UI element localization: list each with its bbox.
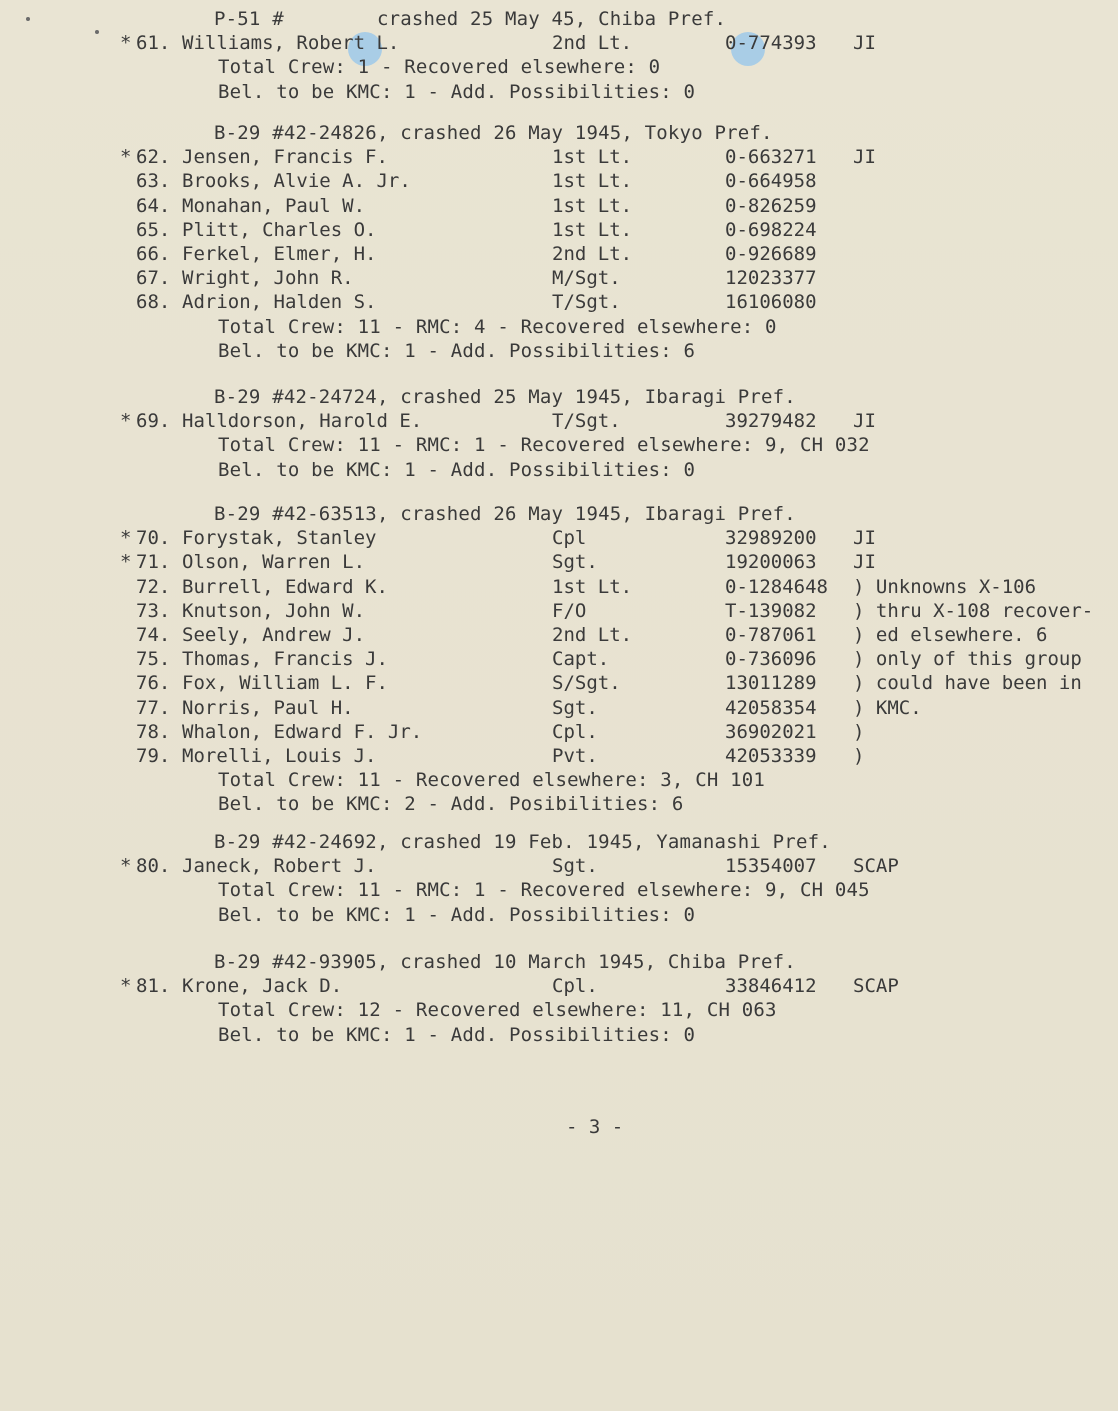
serial-number: 33846412 [725,975,817,998]
status-note: JI [853,32,876,55]
crew-rank: 2nd Lt. [552,32,633,55]
crew-rank: Cpl [552,527,587,550]
serial-number: 0-698224 [725,218,817,241]
total-crew-line: Total Crew: 11 - RMC: 1 - Recovered elsewhere: 9, CH 032 [218,434,870,457]
crew-rank: 2nd Lt. [552,624,633,646]
kmc-line: Bel. to be KMC: 1 - Add. Possibilities: 0 [218,458,696,481]
kmc-line: Bel. to be KMC: 1 - Add. Possibilities: 6 [218,339,696,362]
total-crew-line: Total Crew: 12 - Recovered elsewhere: 11, CH 063 [218,999,777,1022]
crew-rank: S/Sgt. [552,672,621,695]
crew-name: Seely, Andrew J. [182,624,366,646]
crash-header: B-29 #42-63513, crashed 26 May 1945, Ibaragi Pref. [214,503,796,525]
crew-name: Forystak, Stanley [182,527,377,550]
row-number: 72. [136,575,171,598]
status-note: JI [853,551,876,574]
speck [95,30,99,34]
kmc-marker: * [120,32,132,55]
crash-header: B-29 #42-24692, crashed 19 Feb. 1945, Yamanashi Pref. [214,831,831,853]
row-number: 73. [136,599,171,622]
crew-rank: 1st Lt. [552,170,633,193]
row-number: 81. [136,975,171,998]
kmc-marker: * [120,146,132,169]
crew-name: Brooks, Alvie A. Jr. [182,170,411,193]
serial-number: 0-826259 [725,194,817,217]
crew-rank: 1st Lt. [552,146,633,169]
serial-number: 39279482 [725,410,817,433]
serial-number: 0-774393 [725,32,817,55]
crash-header: B-29 #42-93905, crashed 10 March 1945, Chiba Pref. [214,951,796,973]
crew-name: Adrion, Halden S. [182,291,377,314]
row-number: 79. [136,745,171,767]
crash-header: B-29 #42-24826, crashed 26 May 1945, Tokyo Pref. [214,122,773,144]
crew-rank: Cpl. [552,975,598,998]
status-note: ) could have been in [853,672,1082,695]
status-note: ) [853,720,865,743]
crew-name: Jensen, Francis F. [182,146,388,169]
crew-name: Wright, John R. [182,267,354,290]
crew-rank: Pvt. [552,745,598,767]
crew-name: Halldorson, Harold E. [182,410,423,433]
serial-number: 0-736096 [725,648,817,671]
status-note: JI [853,146,876,169]
crew-name: Thomas, Francis J. [182,648,388,671]
crew-rank: Sgt. [552,855,598,878]
status-note: SCAP [853,855,899,878]
crew-name: Morelli, Louis J. [182,745,377,767]
serial-number: 0-1284648 [725,575,828,598]
crew-name: Ferkel, Elmer, H. [182,243,377,265]
crash-header: P-51 # crashed 25 May 45, Chiba Pref. [214,8,727,30]
serial-number: 0-663271 [725,146,817,169]
serial-number: 42058354 [725,696,817,719]
serial-number: 42053339 [725,745,817,767]
row-number: 76. [136,672,171,695]
crew-rank: Capt. [552,648,610,671]
status-note: ) KMC. [853,696,922,719]
serial-number: 15354007 [725,855,817,878]
crew-rank: 1st Lt. [552,575,633,598]
row-number: 65. [136,218,171,241]
total-crew-line: Total Crew: 1 - Recovered elsewhere: 0 [218,56,661,79]
crew-name: Whalon, Edward F. Jr. [182,720,423,743]
total-crew-line: Total Crew: 11 - RMC: 1 - Recovered elsewhere: 9, CH 045 [218,879,870,902]
serial-number: 16106080 [725,291,817,314]
crew-rank: Sgt. [552,696,598,719]
status-note: SCAP [853,975,899,998]
status-note: ) ed elsewhere. 6 [853,624,1048,646]
status-note: JI [853,410,876,433]
crew-rank: Cpl. [552,720,598,743]
row-number: 67. [136,267,171,290]
row-number: 77. [136,696,171,719]
crew-name: Williams, Robert L. [182,32,400,55]
status-note: ) [853,745,865,767]
crew-rank: M/Sgt. [552,267,621,290]
row-number: 69. [136,410,171,433]
status-note: ) Unknowns X-106 [853,575,1037,598]
serial-number: 0-664958 [725,170,817,193]
serial-number: 36902021 [725,720,817,743]
crew-rank: 1st Lt. [552,218,633,241]
crew-rank: T/Sgt. [552,410,621,433]
row-number: 64. [136,194,171,217]
serial-number: 13011289 [725,672,817,695]
crew-name: Knutson, John W. [182,599,366,622]
status-note: ) thru X-108 recover- [853,599,1094,622]
speck [26,17,30,21]
crew-name: Fox, William L. F. [182,672,388,695]
page-number: - 3 - [566,1116,624,1138]
total-crew-line: Total Crew: 11 - RMC: 4 - Recovered elsewhere: 0 [218,315,777,338]
row-number: 66. [136,243,171,265]
serial-number: 0-787061 [725,624,817,646]
crew-name: Norris, Paul H. [182,696,354,719]
row-number: 68. [136,291,171,314]
status-note: JI [853,527,876,550]
serial-number: T-139082 [725,599,817,622]
kmc-marker: * [120,551,132,574]
kmc-marker: * [120,410,132,433]
row-number: 71. [136,551,171,574]
kmc-marker: * [120,855,132,878]
crew-rank: T/Sgt. [552,291,621,314]
serial-number: 19200063 [725,551,817,574]
crew-rank: F/O [552,599,587,622]
row-number: 80. [136,855,171,878]
crew-name: Plitt, Charles O. [182,218,377,241]
crew-name: Burrell, Edward K. [182,575,388,598]
row-number: 62. [136,146,171,169]
row-number: 75. [136,648,171,671]
crew-name: Monahan, Paul W. [182,194,366,217]
serial-number: 12023377 [725,267,817,290]
crash-header: B-29 #42-24724, crashed 25 May 1945, Ibaragi Pref. [214,386,796,408]
kmc-line: Bel. to be KMC: 2 - Add. Posibilities: 6 [218,793,684,816]
crew-rank: Sgt. [552,551,598,574]
row-number: 74. [136,624,171,646]
row-number: 70. [136,527,171,550]
status-note: ) only of this group [853,648,1082,671]
row-number: 63. [136,170,171,193]
serial-number: 0-926689 [725,243,817,265]
row-number: 78. [136,720,171,743]
kmc-line: Bel. to be KMC: 1 - Add. Possibilities: 0 [218,903,696,926]
crew-name: Krone, Jack D. [182,975,343,998]
kmc-line: Bel. to be KMC: 1 - Add. Possibilities: 0 [218,80,696,103]
crew-rank: 1st Lt. [552,194,633,217]
serial-number: 32989200 [725,527,817,550]
crew-rank: 2nd Lt. [552,243,633,265]
kmc-marker: * [120,527,132,550]
crew-name: Olson, Warren L. [182,551,366,574]
kmc-marker: * [120,975,132,998]
row-number: 61. [136,32,171,55]
total-crew-line: Total Crew: 11 - Recovered elsewhere: 3, CH 101 [218,769,766,792]
crew-name: Janeck, Robert J. [182,855,377,878]
kmc-line: Bel. to be KMC: 1 - Add. Possibilities: 0 [218,1023,696,1046]
